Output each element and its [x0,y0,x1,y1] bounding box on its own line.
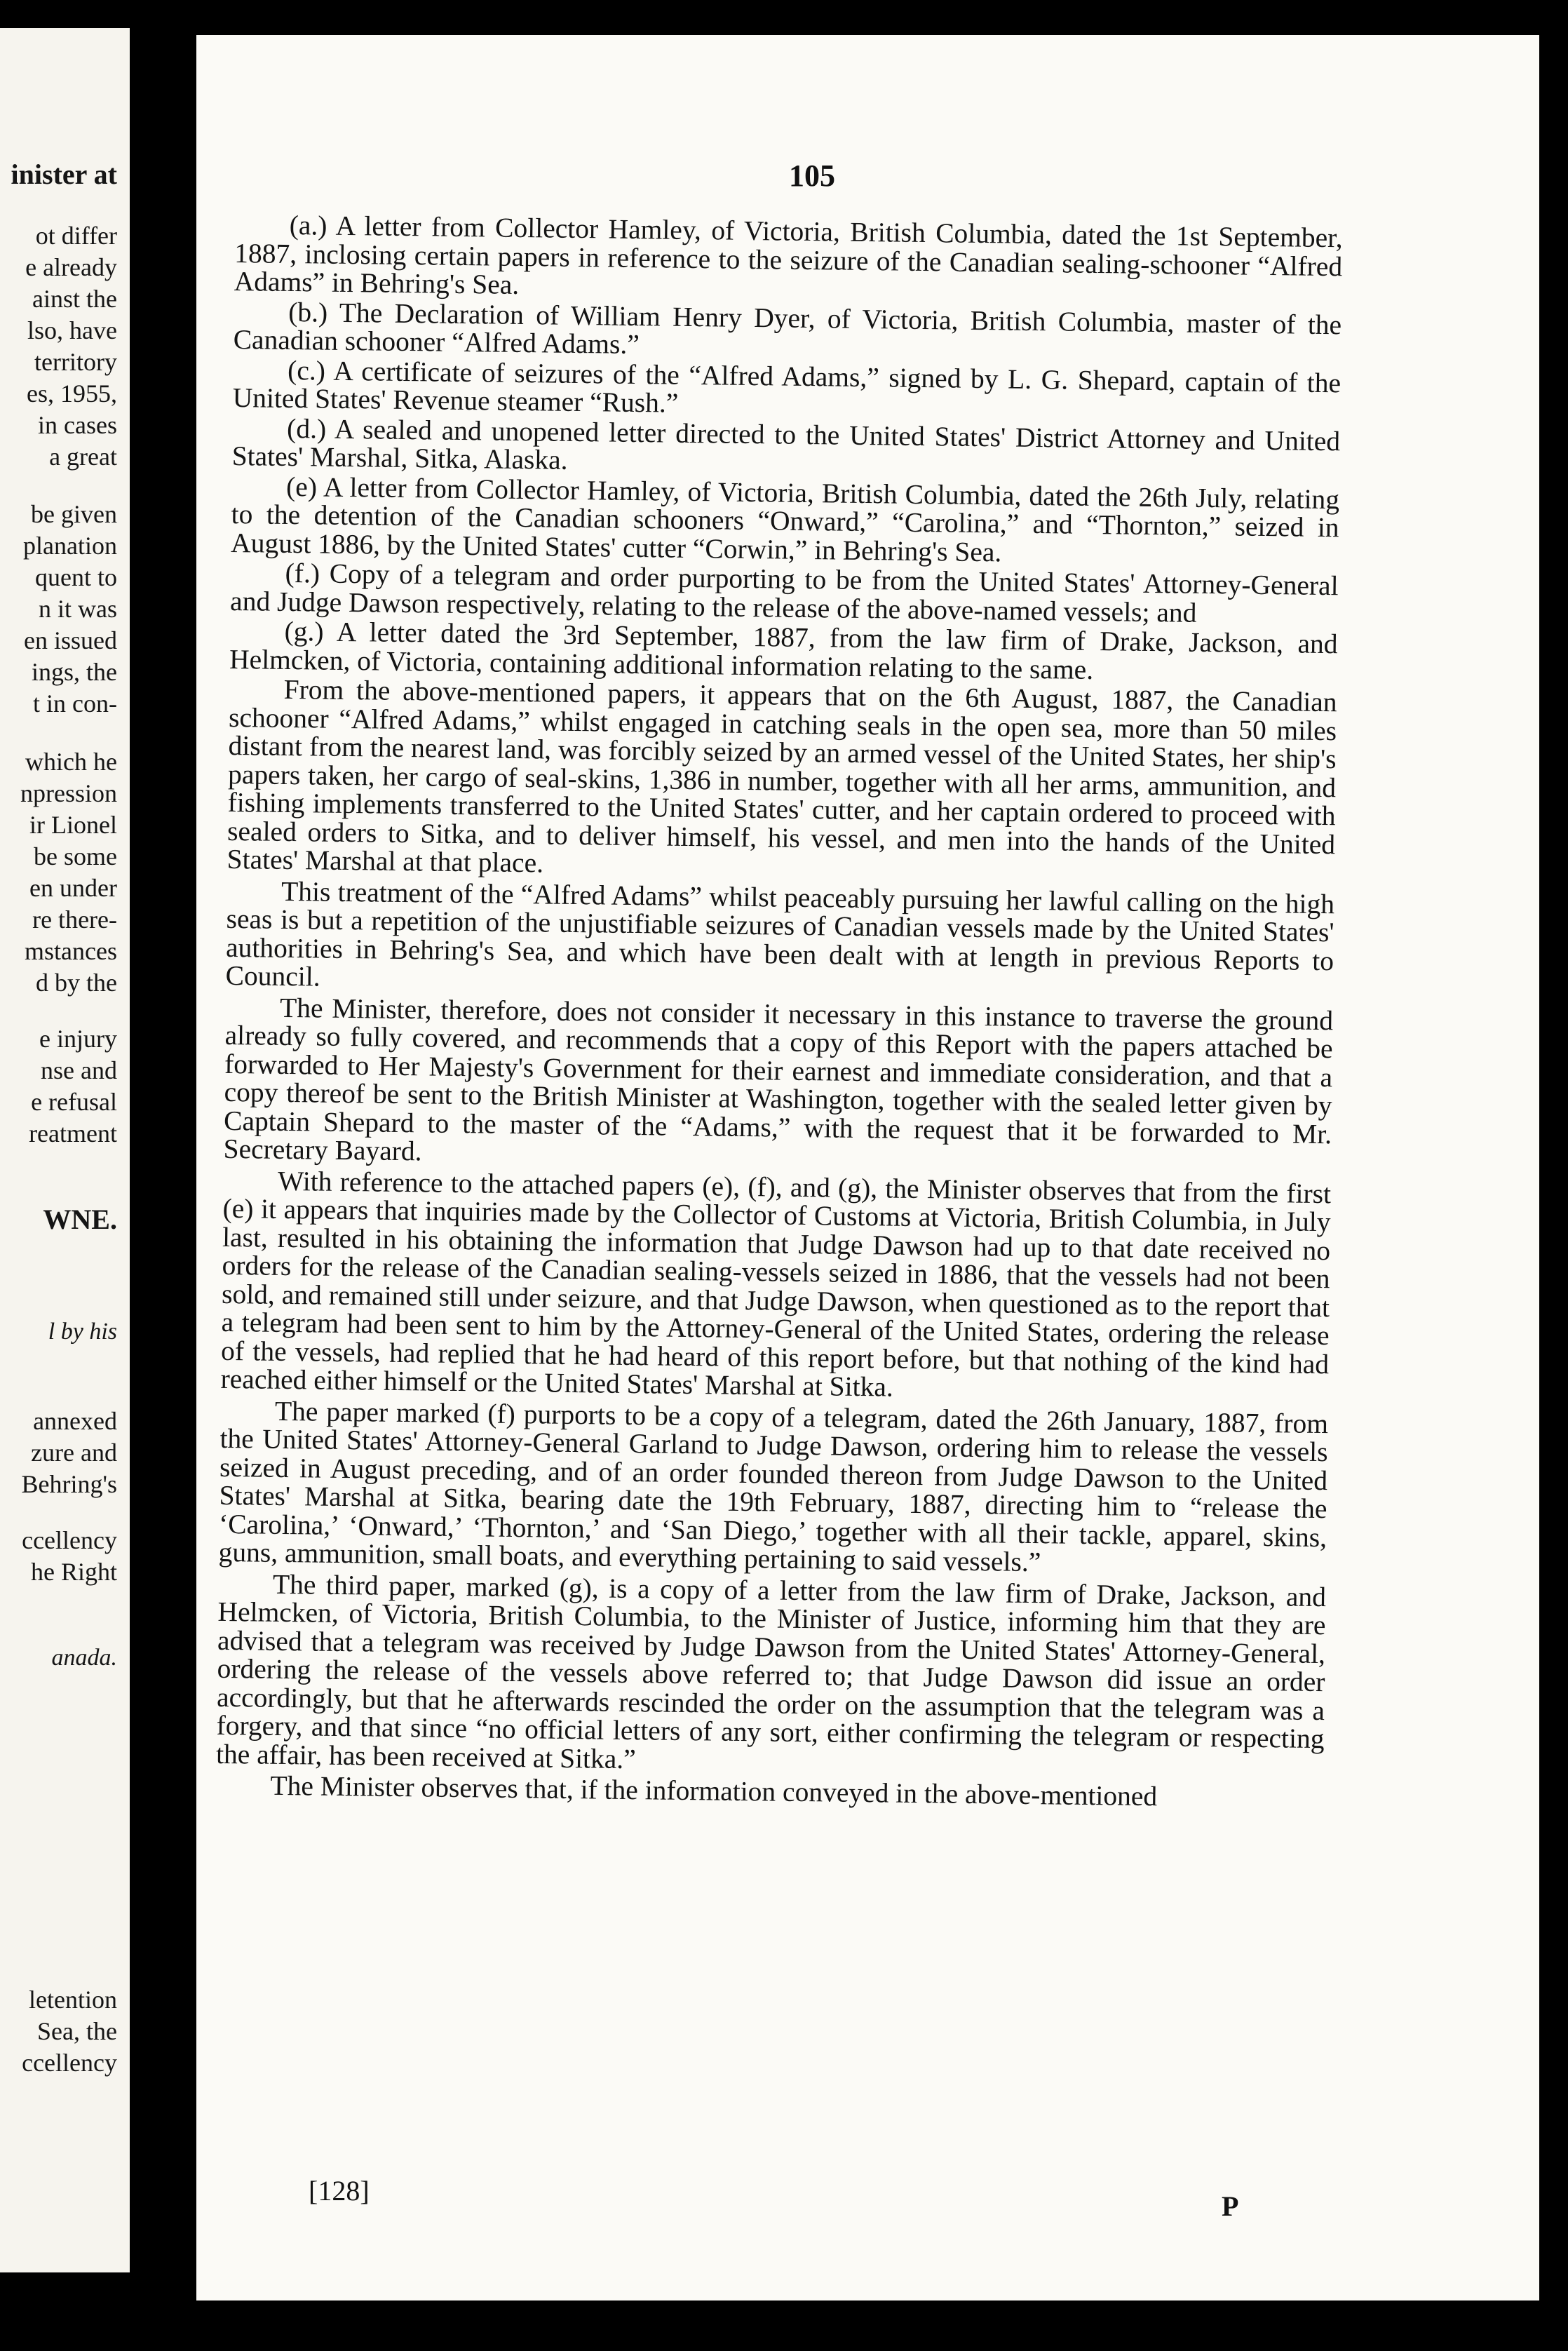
left-page-fragment: Sea, the [37,2017,117,2045]
left-page-fragment: en under [29,874,117,902]
left-page-fragment: mstances [25,937,117,965]
left-page-fragment: letention [29,1986,117,2014]
enclosure-item-c: (c.) A certificate of seizures of the “Alfred Adams,” signed by L. G. Shepard, captain of the United States' Revenue steamer “Rush.” [232,354,1341,419]
left-page-fragment: planation [23,532,117,560]
left-page-fragment: lso, have [27,316,117,344]
left-page-fragment: l by his [48,1319,117,1345]
left-page-fragment: WNE. [43,1204,117,1235]
left-page-fragment: anada. [51,1645,117,1671]
page-number: 105 [789,159,835,193]
left-page-fragment: npression [20,779,117,807]
left-page-fragment: en issued [24,626,117,654]
paragraph: This treatment of the “Alfred Adams” whilst peaceably pursuing her lawful calling on the high seas is but a repetition of the unjustifiable seizures of Canadian vessels made by the United States' authorities in Behring's Sea, and which have been dealt with at length in previous Reports to Council. [225,875,1335,992]
enclosure-item-d: (d.) A sealed and unopened letter directed to the United States' District Attorney and United States' Marshal, Sitka, Alaska. [231,412,1341,476]
paragraph: With reference to the attached papers (e), (f), and (g), the Minister observes that from the first (e) it appears that inquiries made by the Collector of Customs at Victoria, British Columbia, in July last, resulted in his obtaining the information that Judge Dawson had up to that date received no orders for the release of the Canadian sealing-vessels seized in 1886, that the vessels had not been sold, and remained still under seizure, and that Judge Dawson, when questioned as to the report that a telegram had been sent to him by the Attorney-General of the United States, ordering the release of the vessels, had replied that he had heard of this report before, but that nothing of the kind had reached either himself or the United States' Marshal at Sitka. [220,1165,1332,1403]
left-page-fragment: Behring's [21,1470,117,1498]
paragraph: The Minister observes that, if the information conveyed in the above-mentioned [270,1770,1158,1812]
left-page-fragment: n it was [39,595,117,623]
page-body [215,210,1343,1816]
left-page-fragment: reatment [29,1119,117,1147]
left-page-fragment: ir Lionel [29,811,117,839]
left-page-fragment: ccellency [22,2049,117,2077]
left-page-fragment: es, 1955, [27,379,117,407]
left-page-fragment: nse and [41,1056,117,1084]
signature-letter: P [1222,2190,1239,2222]
enclosure-item-b: (b.) The Declaration of William Henry Dyer, of Victoria, British Columbia, master of the Canadian schooner “Alfred Adams.” [233,296,1342,361]
left-page-fragment: be given [31,500,117,528]
paragraph: The Minister, therefore, does not consider it necessary in this instance to traverse the ground already so fully covered, and recommends that a copy of this Report with the papers attached be forwarded to Her Majesty's Government for their earnest and immediate consideration, and that a copy thereof be sent to the British Minister at Washington, together with the sealed letter given by Captain Shepard to the master of the “Adams,” with the request that it be forwarded to Mr. Secretary Bayard. [223,992,1334,1167]
left-page-fragment: inister at [11,159,117,190]
enclosure-item-g: (g.) A letter dated the 3rd September, 1887, from the law firm of Drake, Jackson, and Helmcken, of Victoria, containing additional information relating to the same. [229,615,1338,685]
enclosure-item-f: (f.) Copy of a telegram and order purporting to be from the United States' Attorney-General and Judge Dawson respectively, relating to the release of the above-named vessels; and [229,557,1339,628]
signature-mark: [128] [309,2175,370,2207]
left-page-fragment: a great [49,443,117,471]
document-page [196,35,1539,2301]
enclosure-item-a: (a.) A letter from Collector Hamley, of Victoria, British Columbia, dated the 1st September, 1887, inclosing certain papers in reference to the seizure of the Canadian sealing-schooner “Alfred Adams” in Behring's Sea. [234,209,1343,300]
left-page-fragment: e injury [39,1025,117,1053]
paragraph: From the above-mentioned papers, it appears that on the 6th August, 1887, the Canadian schooner “Alfred Adams,” whilst engaged in catching seals in the open sea, more than 50 miles distant from the nearest land, was forcibly seized by an armed vessel of the United States, her ship's papers taken, her cargo of seal-skins, 1,386 in number, together with all her arms, ammunition, and fishing implements transferred to the United States' cutter, and her captain ordered to proceed with sealed orders to Sitka, and to deliver himself, his vessel, and men into the hands of the United States' Marshal at that place. [227,673,1337,879]
left-page-fragment: ings, the [32,658,117,686]
left-page-fragment: ot differ [35,222,117,250]
enclosure-item-e: (e) A letter from Collector Hamley, of Victoria, British Columbia, dated the 26th July, relating to the detention of the Canadian schooners “Onward,” “Carolina,” and “Thornton,” seized in August 1886, by the United States' cutter “Corwin,” in Behring's Sea. [230,471,1340,567]
left-page-fragment: e refusal [31,1088,117,1116]
left-page-fragment: zure and [31,1439,117,1467]
left-page-fragment: e already [25,253,117,281]
left-page-fragment: d by the [36,969,117,997]
left-page-fragment: ainst the [32,285,117,313]
paragraph: The third paper, marked (g), is a copy of a letter from the law firm of Drake, Jackson, and Helmcken, of Victoria, British Columbia, to the Minister of Justice, informing him that they are advised that a telegram was received by Judge Dawson from the United States' Attorney-General, ordering the release of the vessels above referred to; that Judge Dawson did issue an order accordingly, but that he afterwards rescinded the order on the assumption that the telegram was a forgery, and that since “no official letters of any sort, either confirming the telegram or respecting the affair, has been received at Sitka.” [215,1568,1327,1774]
left-page-fragment: annexed [33,1407,117,1435]
left-page-fragment: re there- [32,905,117,934]
left-page-fragment: quent to [35,563,117,591]
paragraph: The paper marked (f) purports to be a copy of a telegram, dated the 26th January, 1887, from the United States' Attorney-General Garland to Judge Dawson, ordering him to release the vessels seized in August preceding, and of an order founded thereon from Judge Dawson to the United States' Marshal at Sitka, bearing date the 19th February, 1887, directing him to “release the ‘Carolina,’ ‘Onward,’ ‘Thornton,’ and ‘San Diego,’ together with all their tackle, apparel, skins, guns, ammunition, small boats, and everything pertaining to said vessels.” [218,1395,1329,1578]
left-page-fragment: he Right [31,1558,117,1586]
left-page-fragment: ccellency [22,1526,117,1554]
left-page-fragment: which he [25,748,117,776]
left-page-fragment: t in con- [33,689,117,718]
left-page-fragment: in cases [38,411,117,439]
left-page-fragment: territory [34,348,117,376]
left-page-fragment: be some [34,842,117,870]
left-page-sliver [0,28,130,2272]
